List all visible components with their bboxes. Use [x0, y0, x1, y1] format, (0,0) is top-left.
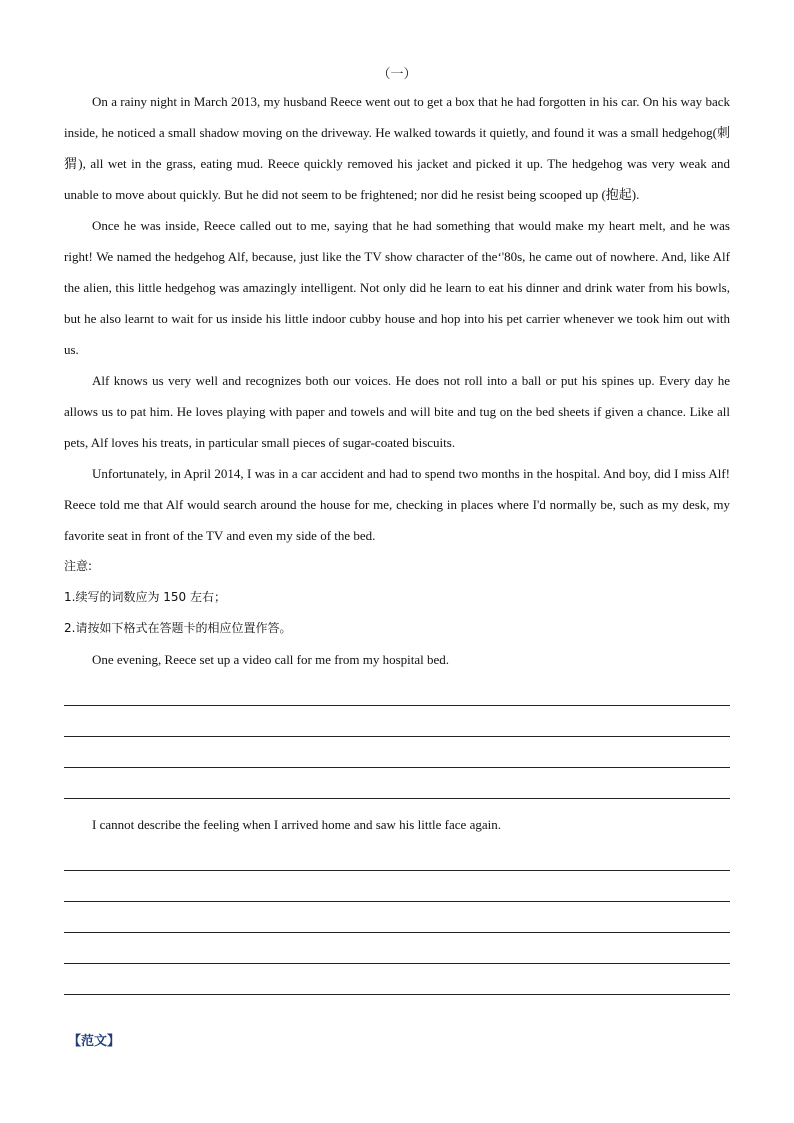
answer-line[interactable] — [64, 706, 730, 737]
answer-line[interactable] — [64, 871, 730, 902]
story-paragraph-2: Once he was inside, Reece called out to me, saying that he had something that would make my heart melt, and he was right! We named the hedgehog Alf, because, just like the TV show character of the‘'80s, he came out of nowhere. And, like Alf the alien, this little hedgehog was amazingly intelligent. Not only did he learn to eat his dinner and drink water from his bowls, but he also learnt to wait for us inside his little indoor cubby house and hop into his pet carrier whenever we took him out with us. — [64, 218, 730, 357]
answer-line[interactable] — [64, 902, 730, 933]
notes-item-2: 2.请按如下格式在答题卡的相应位置作答。 — [64, 621, 292, 635]
continuation-prompt-1: One evening, Reece set up a video call for me from my hospital bed. — [92, 652, 450, 667]
notes-item-1: 1.续写的词数应为 150 左右； — [64, 590, 226, 604]
document-page — [64, 62, 730, 995]
notes-title: 注意: — [64, 559, 93, 573]
story-paragraph-4: Unfortunately, in April 2014, I was in a car accident and had to spend two months in the hospital. And boy, did I miss Alf! Reece told me that Alf would search around the house for me, checking in places where I'd normally be, such as my desk, my favorite seat in front of the TV and even my side of the bed. — [64, 466, 730, 543]
answer-line[interactable] — [64, 675, 730, 706]
section-heading: （一） — [377, 66, 417, 81]
answer-line[interactable] — [64, 933, 730, 964]
story-paragraph-3: Alf knows us very well and recognizes both our voices. He does not roll into a ball or put his spines up. Every day he allows us to pat him. He loves playing with paper and towels and will bite and tug on the bed sheets if given a chance. Like all pets, Alf loves his treats, in particular small pieces of sugar-coated biscuits. — [64, 373, 730, 450]
answer-line[interactable] — [64, 964, 730, 995]
answer-line[interactable] — [64, 768, 730, 799]
answer-line[interactable] — [64, 737, 730, 768]
continuation-prompt-2: I cannot describe the feeling when I arrived home and saw his little face again. — [92, 817, 501, 832]
answer-lines-2 — [64, 840, 730, 995]
answer-lines-1 — [64, 675, 730, 799]
story-paragraph-1: On a rainy night in March 2013, my husband Reece went out to get a box that he had forgotten in his car. On his way back inside, he noticed a small shadow moving on the driveway. He walked towards it quietly, and found it was a small hedgehog(刺猬), all wet in the grass, eating mud. Reece quickly removed his jacket and picked it up. The hedgehog was very weak and unable to move about quickly. But he did not seem to be frightened; nor did he resist being scooped up (抱起). — [64, 94, 730, 202]
model-essay-label: 【范文】 — [68, 1034, 121, 1049]
answer-line[interactable] — [64, 840, 730, 871]
